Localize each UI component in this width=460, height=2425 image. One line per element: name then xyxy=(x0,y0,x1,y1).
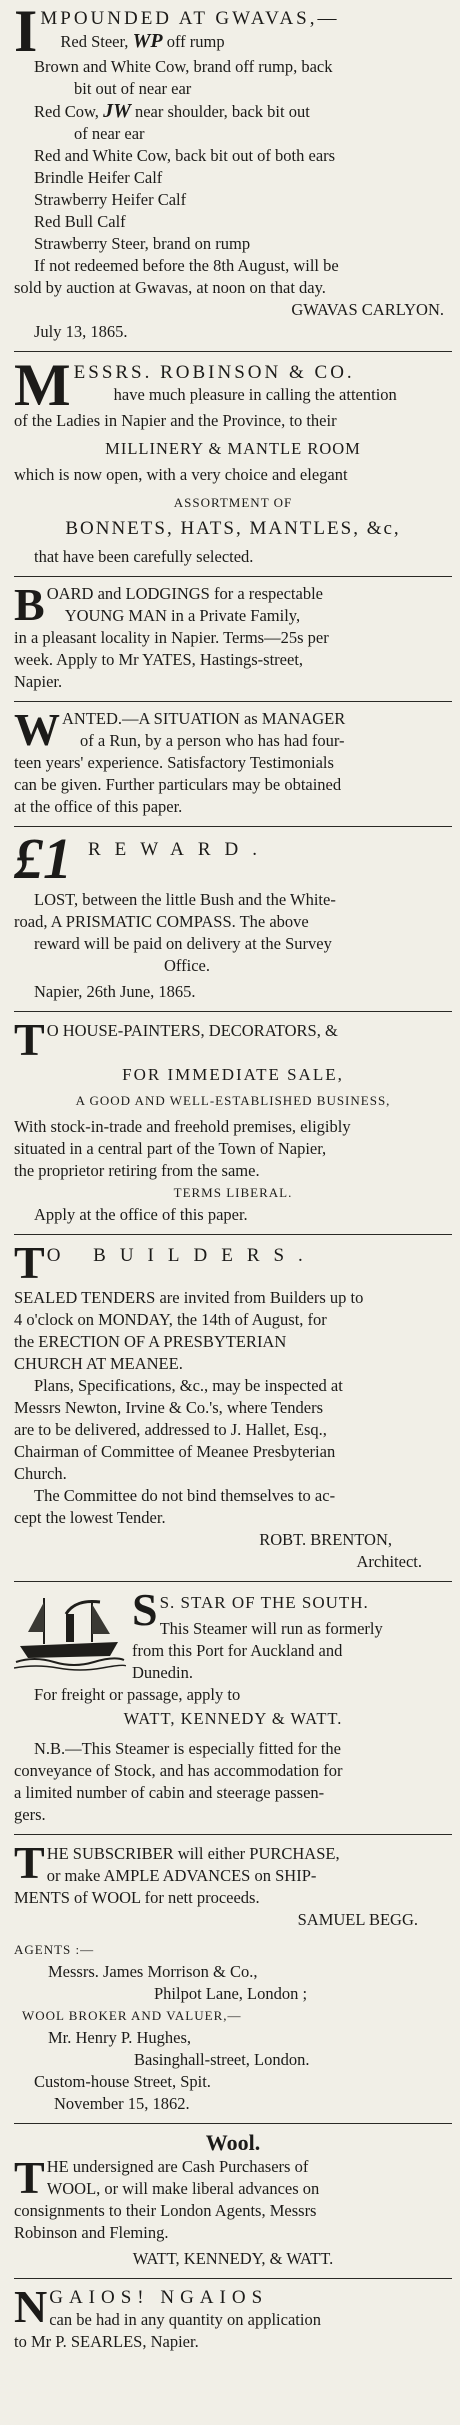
ad-text: CHURCH AT MEANEE. xyxy=(14,1354,183,1373)
ad-text: the proprietor retiring from the same. xyxy=(14,1161,260,1180)
ad-text: from this Port for Auckland and xyxy=(132,1641,343,1660)
ad-text: Napier. xyxy=(14,672,63,691)
list-item: Brindle Heifer Calf xyxy=(34,168,163,187)
ad-text: to Mr P. SEARLES, Napier. xyxy=(14,2332,199,2351)
list-item: of near ear xyxy=(74,124,145,143)
signature: GWAVAS CARLYON. xyxy=(291,300,444,319)
drop-cap: B xyxy=(14,579,45,630)
ad-text: Messrs Newton, Irvine & Co.'s, where Tenders xyxy=(14,1398,323,1417)
ad-text: of the Ladies in Napier and the Province, to their xyxy=(14,411,337,430)
ad-text: HE undersigned are Cash Purchasers of xyxy=(46,2157,309,2176)
ad-agents: WATT, KENNEDY & WATT. xyxy=(123,1709,343,1728)
drop-cap: W xyxy=(14,704,60,755)
drop-cap: S xyxy=(132,1584,158,1635)
drop-cap: T xyxy=(14,1014,45,1065)
agent-name: Messrs. James Morrison & Co., xyxy=(48,1962,258,1981)
robinson-millinery-ad xyxy=(14,352,452,577)
ad-text: N.B.—This Steamer is especially fitted for the xyxy=(34,1739,342,1758)
ad-heading: GAIOS! NGAIOS xyxy=(49,2287,269,2308)
ad-text: YOUNG MAN in a Private Family, xyxy=(64,606,301,625)
board-lodgings-ad xyxy=(14,577,452,702)
drop-cap: N xyxy=(14,2281,48,2332)
impounded-notice xyxy=(14,0,452,352)
ad-text: have much pleasure in calling the attention xyxy=(113,385,397,404)
ad-text: For freight or passage, apply to xyxy=(34,1685,241,1704)
house-painters-ad xyxy=(14,1012,452,1235)
ad-text: the ERECTION OF A PRESBYTERIAN xyxy=(14,1332,287,1351)
ad-text: Church. xyxy=(14,1464,67,1483)
wool-purchasers-ad xyxy=(14,2124,452,2279)
ad-text: can be had in any quantity on application xyxy=(49,2310,321,2329)
agent-address: Philpot Lane, London ; xyxy=(154,1984,308,2003)
signature-title: Architect. xyxy=(356,1552,422,1571)
list-item: Red and White Cow, back bit out of both ears xyxy=(34,146,336,165)
ad-text: which is now open, with a very choice and elegant xyxy=(14,465,348,484)
ad-heading: S. STAR OF THE SOUTH. xyxy=(159,1593,369,1612)
list-item: bit out of near ear xyxy=(74,79,192,98)
ad-subheading: BONNETS, HATS, MANTLES, &c, xyxy=(65,518,401,539)
to-builders-ad xyxy=(14,1235,452,1582)
ngaios-ad xyxy=(14,2279,452,2361)
ad-text: in a pleasant locality in Napier. Terms—25s per xyxy=(14,628,329,647)
ad-heading: O BUILDERS. xyxy=(46,1245,317,1266)
ad-text: With stock-in-trade and freehold premises, eligibly xyxy=(14,1117,351,1136)
pound-symbol: £1 xyxy=(14,826,72,891)
ad-text: Office. xyxy=(164,956,210,975)
ad-text: conveyance of Stock, and has accommodation for xyxy=(14,1761,343,1780)
notice-text: sold by auction at Gwavas, at noon on that day. xyxy=(14,278,326,297)
date: July 13, 1865. xyxy=(34,322,128,341)
ad-subheading: ASSORTMENT OF xyxy=(173,495,293,510)
ad-text: Plans, Specifications, &c., may be inspected at xyxy=(34,1376,343,1395)
list-item: Red Cow, JW near shoulder, back bit out xyxy=(34,100,310,122)
signature: ROBT. BRENTON, xyxy=(259,1530,392,1549)
ad-text: gers. xyxy=(14,1805,46,1824)
subscriber-wool-ad xyxy=(14,1835,452,2124)
ad-text: consignments to their London Agents, Messrs xyxy=(14,2201,317,2220)
ad-subheading: MILLINERY & MANTLE ROOM xyxy=(105,439,361,458)
date: November 15, 1862. xyxy=(54,2094,190,2113)
ad-text: that have been carefully selected. xyxy=(34,547,254,566)
list-item: Brown and White Cow, brand off rump, back xyxy=(34,57,333,76)
ad-text: of a Run, by a person who has had four- xyxy=(80,731,345,750)
ad-text: road, A PRISMATIC COMPASS. The above xyxy=(14,912,309,931)
ad-text: or make AMPLE ADVANCES on SHIP- xyxy=(46,1866,317,1885)
agent-address: Basinghall-street, London. xyxy=(134,2050,310,2069)
ad-text: at the office of this paper. xyxy=(14,797,183,816)
brand-mark: WP xyxy=(132,30,163,52)
list-item: Strawberry Steer, brand on rump xyxy=(34,234,251,253)
ad-text: MENTS of WOOL for nett proceeds. xyxy=(14,1888,260,1907)
ad-text: can be given. Further particulars may be obtained xyxy=(14,775,342,794)
brand-mark: JW xyxy=(103,100,131,122)
ad-text: Robinson and Fleming. xyxy=(14,2223,169,2242)
ad-text: teen years' experience. Satisfactory Testimonials xyxy=(14,753,334,772)
ad-heading: O HOUSE-PAINTERS, DECORATORS, & xyxy=(46,1021,338,1040)
ad-heading: ESSRS. ROBINSON & CO. xyxy=(73,362,355,383)
ad-text: situated in a central part of the Town of Napier, xyxy=(14,1139,327,1158)
ad-text: 4 o'clock on MONDAY, the 14th of August, for xyxy=(14,1310,327,1329)
drop-cap: T xyxy=(14,1237,45,1288)
date: Napier, 26th June, 1865. xyxy=(34,982,196,1001)
ad-text: cept the lowest Tender. xyxy=(14,1508,166,1527)
ad-heading: Wool. xyxy=(205,2130,261,2155)
drop-cap: I xyxy=(14,0,38,64)
ad-text: The Committee do not bind themselves to ac- xyxy=(34,1486,336,1505)
ad-text: reward will be paid on delivery at the Survey xyxy=(34,934,332,953)
signature: SAMUEL BEGG. xyxy=(297,1910,418,1929)
list-item: Red Bull Calf xyxy=(34,212,126,231)
agents-label: AGENTS :— xyxy=(14,1942,95,1957)
ad-heading: MPOUNDED AT GWAVAS,— xyxy=(40,8,340,29)
ad-text: Apply at the office of this paper. xyxy=(34,1205,248,1224)
ad-text: OARD and LODGINGS for a respectable xyxy=(46,584,323,603)
ad-text: This Steamer will run as formerly xyxy=(159,1619,383,1638)
ad-text: Chairman of Committee of Meanee Presbyterian xyxy=(14,1442,336,1461)
agent-name: Mr. Henry P. Hughes, xyxy=(48,2028,191,2047)
address: Custom-house Street, Spit. xyxy=(34,2072,211,2091)
ad-text: Dunedin. xyxy=(132,1663,193,1682)
list-item: Strawberry Heifer Calf xyxy=(34,190,187,209)
reward-ad xyxy=(14,827,452,1012)
drop-cap: T xyxy=(14,2152,45,2203)
ad-text: HE SUBSCRIBER will either PURCHASE, xyxy=(46,1844,340,1863)
signature: WATT, KENNEDY, & WATT. xyxy=(132,2249,334,2268)
list-item: Red Steer, WP off rump xyxy=(60,30,225,52)
steamship-icon xyxy=(14,1592,126,1672)
ad-text: a limited number of cabin and steerage passen- xyxy=(14,1783,325,1802)
broker-label: WOOL BROKER AND VALUER,— xyxy=(22,2008,242,2023)
ad-terms: TERMS LIBERAL. xyxy=(173,1185,293,1200)
ad-heading: REWARD. xyxy=(88,839,271,860)
ad-text: ANTED.—A SITUATION as MANAGER xyxy=(62,709,346,728)
ad-subheading: FOR IMMEDIATE SALE, xyxy=(122,1065,344,1084)
ad-text: WOOL, or will make liberal advances on xyxy=(46,2179,320,2198)
notice-text: If not redeemed before the 8th August, will be xyxy=(34,256,339,275)
steamer-ad xyxy=(14,1582,452,1835)
ad-text: LOST, between the little Bush and the White- xyxy=(34,890,336,909)
drop-cap: T xyxy=(14,1837,45,1888)
ad-text: are to be delivered, addressed to J. Hallet, Esq., xyxy=(14,1420,327,1439)
drop-cap: M xyxy=(14,352,71,418)
ad-subheading: A GOOD AND WELL-ESTABLISHED BUSINESS, xyxy=(75,1093,391,1108)
ad-text: week. Apply to Mr YATES, Hastings-street, xyxy=(14,650,304,669)
wanted-situation-ad xyxy=(14,702,452,827)
ad-text: SEALED TENDERS are invited from Builders up to xyxy=(14,1288,364,1307)
